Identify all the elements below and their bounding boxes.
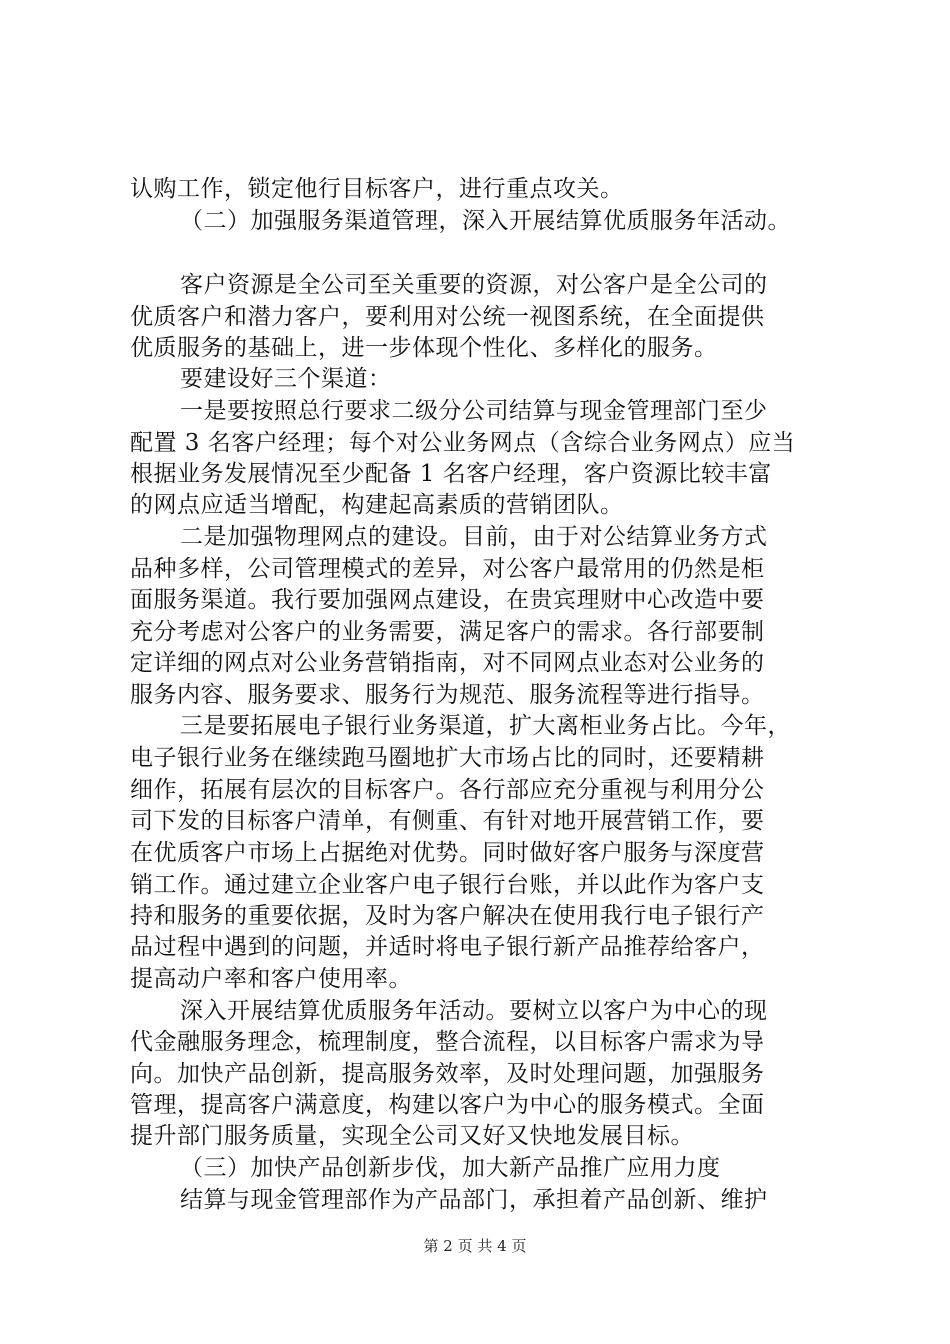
text-line: 二是加强物理网点的建设。目前，由于对公结算业务方式 — [180, 524, 768, 550]
text-line: 管理，提高客户满意度，构建以客户为中心的服务模式。全面 — [130, 1092, 765, 1118]
text-line: 优质客户和潜力客户，要利用对公统一视图系统，在全面提供 — [130, 304, 765, 330]
text-line: 代金融服务理念，梳理制度，整合流程，以目标客户需求为导 — [130, 1029, 765, 1055]
text-line: 配置 3 名客户经理；每个对公业务网点（含综合业务网点）应当 — [130, 430, 796, 456]
text-line: 细作，拓展有层次的目标客户。各行部应充分重视与利用分公 — [130, 777, 765, 803]
text-line: 客户资源是全公司至关重要的资源，对公客户是全公司的 — [180, 272, 768, 298]
text-line: 根据业务发展情况至少配备 1 名客户经理，客户资源比较丰富 — [130, 461, 772, 487]
text-line: 充分考虑对公客户的业务需要，满足客户的需求。各行部要制 — [130, 619, 765, 645]
text-line: 三是要拓展电子银行业务渠道，扩大离柜业务占比。今年， — [180, 713, 791, 739]
text-line: 司下发的目标客户清单，有侧重、有针对地开展营销工作，要 — [130, 808, 765, 834]
text-line: 向。加快产品创新，提高服务效率，及时处理问题，加强服务 — [130, 1061, 765, 1087]
text-line: 的网点应适当增配，构建起高素质的营销团队。 — [130, 492, 624, 518]
text-line: 电子银行业务在继续跑马圈地扩大市场占比的同时，还要精耕 — [130, 745, 765, 771]
text-line: 一是要按照总行要求二级分公司结算与现金管理部门至少 — [180, 398, 768, 424]
text-line: 持和服务的重要依据，及时为客户解决在使用我行电子银行产 — [130, 903, 765, 929]
text-line: 认购工作，锁定他行目标客户，进行重点攻关。 — [130, 176, 624, 202]
text-line: 在优质客户市场上占据绝对优势。同时做好客户服务与深度营 — [130, 840, 765, 866]
text-line: 定详细的网点对公业务营销指南，对不同网点业态对公业务的 — [130, 650, 765, 676]
section-heading: （三）加快产品创新步伐，加大新产品推广应用力度 — [180, 1155, 721, 1181]
text-line: 深入开展结算优质服务年活动。要树立以客户为中心的现 — [180, 998, 768, 1024]
text-line: 优质服务的基础上，进一步体现个性化、多样化的服务。 — [130, 335, 718, 361]
text-line: 面服务渠道。我行要加强网点建设，在贵宾理财中心改造中要 — [130, 587, 765, 613]
text-line: 结算与现金管理部作为产品部门，承担着产品创新、维护 — [180, 1187, 768, 1213]
text-line: 提高动户率和客户使用率。 — [130, 966, 412, 992]
text-line: 要建设好三个渠道： — [180, 366, 392, 392]
text-line: 销工作。通过建立企业客户电子银行台账，并以此作为客户支 — [130, 872, 765, 898]
text-line: 提升部门服务质量，实现全公司又好又快地发展目标。 — [130, 1123, 694, 1149]
page-footer: 第 2 页 共 4 页 — [423, 1237, 527, 1255]
text-line: 品种多样，公司管理模式的差异，对公客户最常用的仍然是柜 — [130, 556, 765, 582]
section-heading: （二）加强服务渠道管理，深入开展结算优质服务年活动。 — [180, 208, 791, 234]
text-line: 服务内容、服务要求、服务行为规范、服务流程等进行指导。 — [130, 682, 765, 708]
text-line: 品过程中遇到的问题，并适时将电子银行新产品推荐给客户， — [130, 934, 765, 960]
